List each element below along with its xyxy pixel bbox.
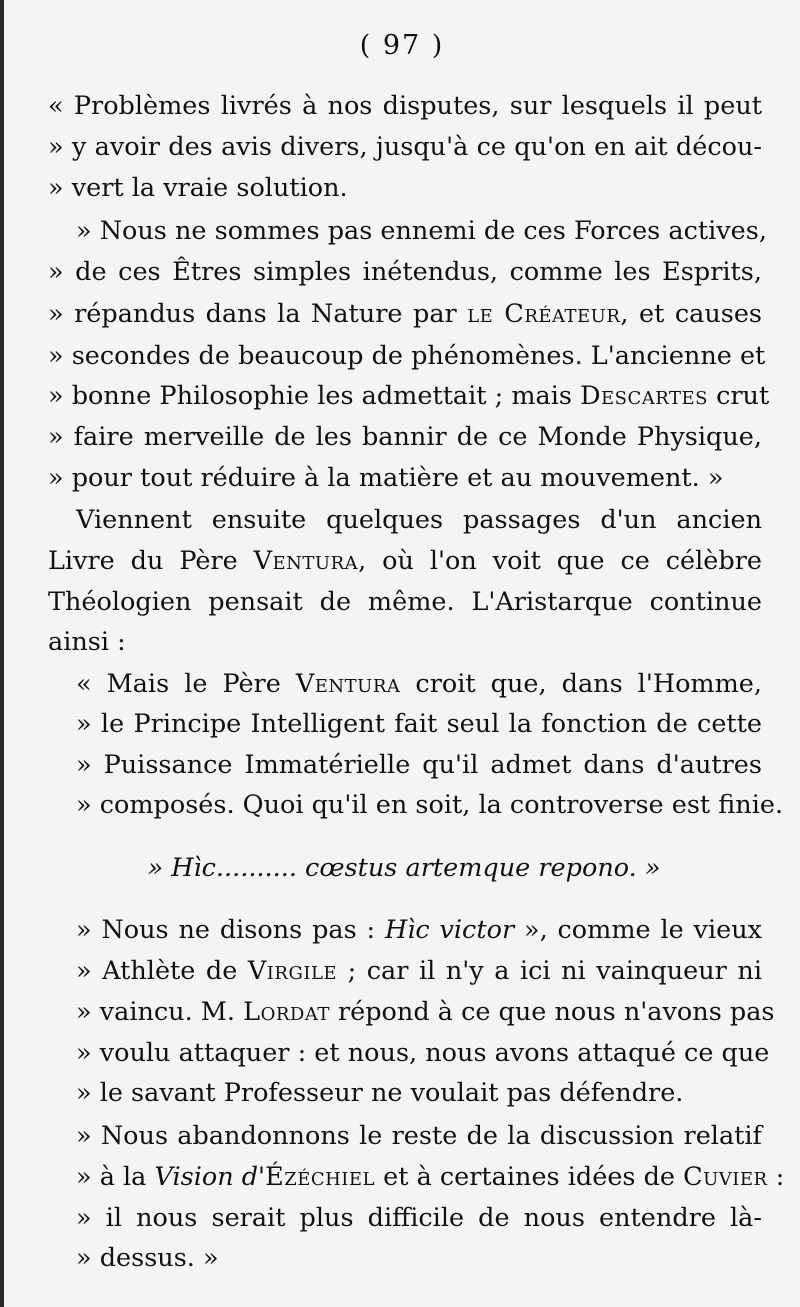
text-line: » le savant Professeur ne voulait pas défendre. bbox=[76, 1078, 684, 1108]
text-line: » Athlète de Virgile ; car il n'y a ici ni vainqueur ni bbox=[76, 956, 762, 986]
small-caps-name: Virgile bbox=[247, 956, 338, 986]
small-caps-name: Ventura bbox=[295, 669, 401, 699]
text-line: « Mais le Père Ventura croit que, dans l'Homme, bbox=[76, 669, 762, 699]
text-line: Théologien pensait de même. L'Aristarque continue bbox=[48, 587, 762, 617]
text-line: » le Principe Intelligent fait seul la fonction de cette bbox=[76, 709, 762, 739]
text-line: » pour tout réduire à la matière et au mouvement. » bbox=[48, 463, 724, 493]
small-caps-name: Descartes bbox=[580, 381, 708, 411]
small-caps-name: Ézéchiel bbox=[265, 1162, 376, 1192]
text-line: » Nous abandonnons le reste de la discussion relatif bbox=[76, 1121, 762, 1151]
italic-phrase: Vision d' bbox=[154, 1162, 266, 1192]
text-line: » voulu attaquer : et nous, nous avons attaqué ce que bbox=[76, 1038, 770, 1068]
text-line: » il nous serait plus difficile de nous entendre là- bbox=[76, 1203, 762, 1233]
text-line: » dessus. » bbox=[76, 1243, 219, 1273]
text-line: » Hìc.......... cœstus artemque repono. » bbox=[147, 853, 661, 883]
text-line: » y avoir des avis divers, jusqu'à ce qu'on en ait décou- bbox=[48, 132, 762, 162]
small-caps-name: Cuvier bbox=[683, 1162, 768, 1192]
italic-phrase: Hìc victor bbox=[384, 915, 515, 945]
text-line: ainsi : bbox=[48, 627, 126, 657]
small-caps-name: Ventura bbox=[253, 546, 359, 576]
text-line: » Nous ne disons pas : Hìc victor », comme le vieux bbox=[76, 915, 763, 945]
text-line: » Puissance Immatérielle qu'il admet dans d'autres bbox=[76, 750, 762, 780]
text-line: » faire merveille de les bannir de ce Monde Physique, bbox=[48, 422, 762, 452]
text-line: Livre du Père Ventura, où l'on voit que ce célèbre bbox=[48, 546, 762, 576]
text-line: » vert la vraie solution. bbox=[48, 173, 348, 203]
text-line: « Problèmes livrés à nos disputes, sur lesquels il peut bbox=[48, 91, 762, 121]
text-line: » vaincu. M. Lordat répond à ce que nous n'avons pas bbox=[76, 997, 775, 1027]
text-line: » bonne Philosophie les admettait ; mais Descartes crut bbox=[48, 381, 770, 411]
text-line: » répandus dans la Nature par le Créateur, et causes bbox=[48, 299, 763, 329]
small-caps-name: Lordat bbox=[243, 997, 330, 1027]
text-line: » secondes de beaucoup de phénomènes. L'ancienne et bbox=[48, 341, 766, 371]
text-line: » à la Vision d'Ézéchiel et à certaines idées de Cuvier : bbox=[76, 1162, 785, 1192]
text-line: » Nous ne sommes pas ennemi de ces Forces actives, bbox=[76, 216, 767, 246]
text-line: Viennent ensuite quelques passages d'un ancien bbox=[76, 505, 762, 535]
page-number: ( 97 ) bbox=[359, 30, 445, 61]
small-caps-name: le Créateur bbox=[467, 299, 621, 329]
text-line: » de ces Êtres simples inétendus, comme les Esprits, bbox=[48, 257, 762, 287]
text-line: » composés. Quoi qu'il en soit, la controverse est finie. bbox=[76, 790, 784, 820]
